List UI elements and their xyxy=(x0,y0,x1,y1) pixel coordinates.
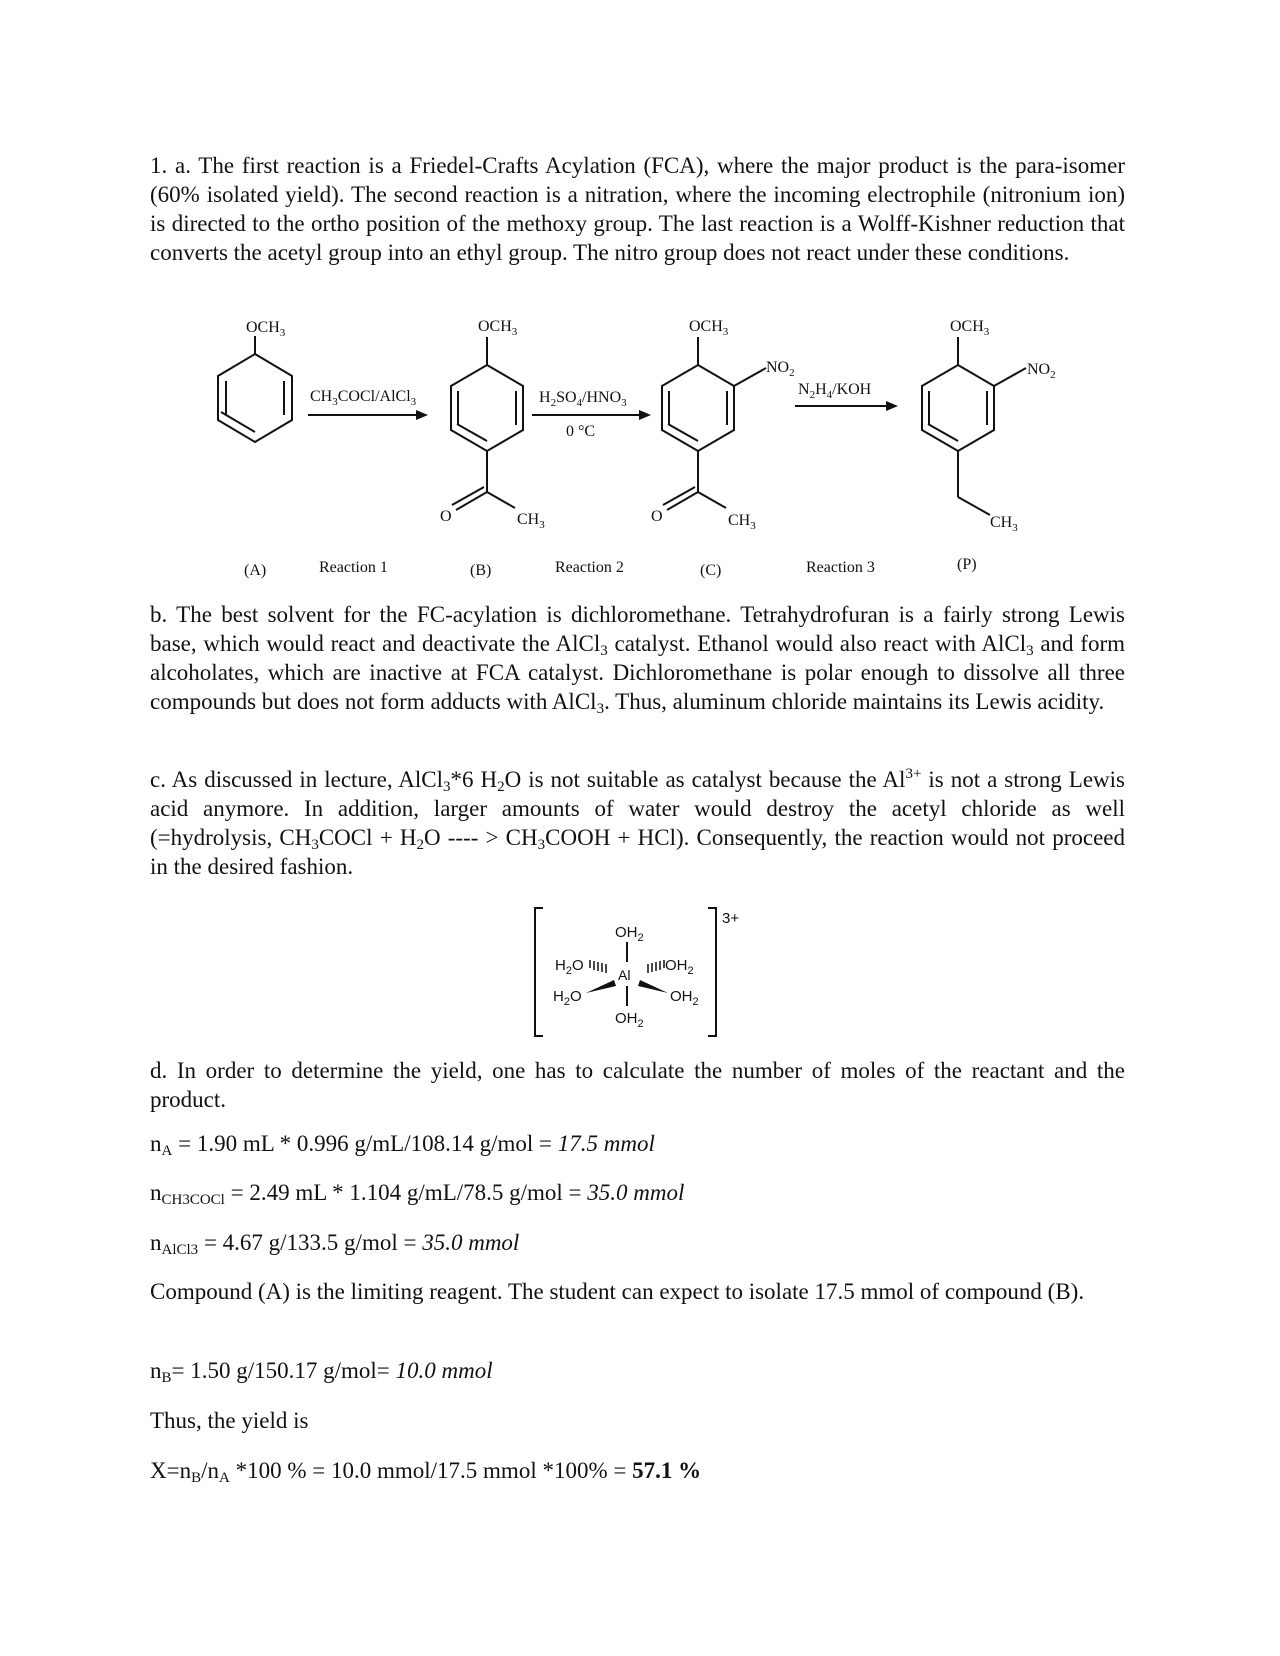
ligand-bottom: $OH_2$ xyxy=(615,1010,644,1030)
ch3-label-p: $CH_3$ xyxy=(990,514,1018,534)
wedge-bond-left xyxy=(586,980,616,993)
yield-equation: $X=n_B/n_A$ *100 % = 10.0 mmol/17.5 mmol *100% = 57.1 % xyxy=(150,1458,702,1486)
complex-charge: 3+ xyxy=(722,910,740,927)
ch3-label-b: $CH_3$ xyxy=(517,511,545,531)
equation-n-alcl3: $n_{AlCl3} = 4.67$ g/133.5 g/mol = 35.0 mmol xyxy=(150,1230,520,1258)
reagent-2-condition: 0 °C xyxy=(566,423,596,440)
equation-n-ch3cocl: $n_{CH3COCl} = 2.49$ mL * 1.104 g/mL/78.5 g/mol = 35.0 mmol xyxy=(150,1180,685,1208)
reaction-scheme xyxy=(0,310,1280,585)
limiting-reagent-text: Compound (A) is the limiting reagent. The student can expect to isolate 17.5 mmol of compound (B). xyxy=(150,1279,1085,1304)
ligand-top: $OH_2$ xyxy=(615,924,644,944)
reaction-label-1: Reaction 1 xyxy=(319,559,388,576)
arrow-head-2 xyxy=(639,410,651,420)
arrow-head-1 xyxy=(416,410,428,420)
compound-a-structure xyxy=(218,336,292,442)
reagent-1-label: $CH_3COCl/AlCl_3$ xyxy=(310,388,417,408)
equation-n-a: $n_A = 1.90$ mL * 0.996 g/mL/108.14 g/mol = 17.5 mmol xyxy=(150,1131,655,1159)
compound-label-b: (B) xyxy=(470,562,492,579)
part-d-intro: d. In order to determine the yield, one has to calculate the number of moles of the reactant and the product. xyxy=(150,1058,1125,1112)
ligand-upper-right: $OH_2$ xyxy=(665,957,694,977)
right-bracket xyxy=(708,908,716,1036)
reaction-label-3: Reaction 3 xyxy=(806,559,875,576)
compound-c-structure xyxy=(662,337,766,510)
part-b-paragraph: b. The best solvent for the FC-acylation is dichloromethane. Tetrahydrofuran is a fairly strong Lewis base, which would react and deactivate the AlCl$_3$ catalyst. Ethanol would also react with AlCl$_3$ and form alcoholates, which are inactive at FCA catalyst. Dichloromethane is polar enough to dissolve all three compounds but does not form adducts with AlCl$_3$. Thus, aluminum chloride maintains its Lewis acidity. xyxy=(150,602,1126,717)
hexaaqua-al-complex xyxy=(0,900,1280,1040)
och3-label-p: $OCH_3$ xyxy=(950,318,990,338)
compound-label-c: (C) xyxy=(700,562,722,579)
wedge-bond-right xyxy=(638,980,668,993)
ch3-label-c: $CH_3$ xyxy=(728,512,756,532)
ligand-lower-left: $H_2O$ xyxy=(553,988,582,1008)
compound-p-structure xyxy=(922,337,1026,515)
thus-text: Thus, the yield is xyxy=(150,1408,309,1433)
compound-label-p: (P) xyxy=(957,556,977,573)
reagent-2-label: $H_2SO_4/HNO_3$ xyxy=(539,389,627,409)
och3-label-a: $OCH_3$ xyxy=(246,319,286,339)
equation-n-b: $n_B= 1.50$ g/150.17 g/mol= 10.0 mmol xyxy=(150,1358,493,1386)
compound-b-structure xyxy=(451,337,523,510)
part-a-paragraph: 1. a. The first reaction is a Friedel-Crafts Acylation (FCA), where the major product is the para-isomer (60% isolated yield). The second reaction is a nitration, where the incoming electrophile (nitronium ion) is directed to the ortho position of the methoxy group. The last reaction is a Wolff-Kishner reduction that converts the acetyl group into an ethyl group. The nitro group does not react under these conditions. xyxy=(150,153,1125,265)
carbonyl-o-b: O xyxy=(440,508,452,525)
reaction-label-2: Reaction 2 xyxy=(555,559,624,576)
complex-al-center: Al xyxy=(618,967,631,983)
ligand-upper-left: $H_2O$ xyxy=(555,957,584,977)
carbonyl-o-c: O xyxy=(651,508,663,525)
no2-label-p: $NO_2$ xyxy=(1027,361,1056,381)
part-c-paragraph: c. As discussed in lecture, AlCl$_3$*6 $H_2O$ is not suitable as catalyst because the $Al^{3+}$ is not a strong Lewis acid anymore. In addition, larger amounts of water would destroy the acetyl chloride as well (=hydrolysis, $CH_3COCl + H_2O$ ---- > $CH_3COOH + HCl$). Consequently, the reaction would not proceed in the desired fashion. xyxy=(150,766,1125,879)
och3-label-b: $OCH_3$ xyxy=(478,318,518,338)
compound-label-a: (A) xyxy=(244,562,267,579)
ligand-lower-right: $OH_2$ xyxy=(670,988,699,1008)
arrow-head-3 xyxy=(886,401,898,411)
reagent-3-label: $N_2H_4$/KOH xyxy=(798,381,872,401)
left-bracket xyxy=(535,908,543,1036)
och3-label-c: $OCH_3$ xyxy=(689,318,729,338)
no2-label-c: $NO_2$ xyxy=(766,359,795,379)
